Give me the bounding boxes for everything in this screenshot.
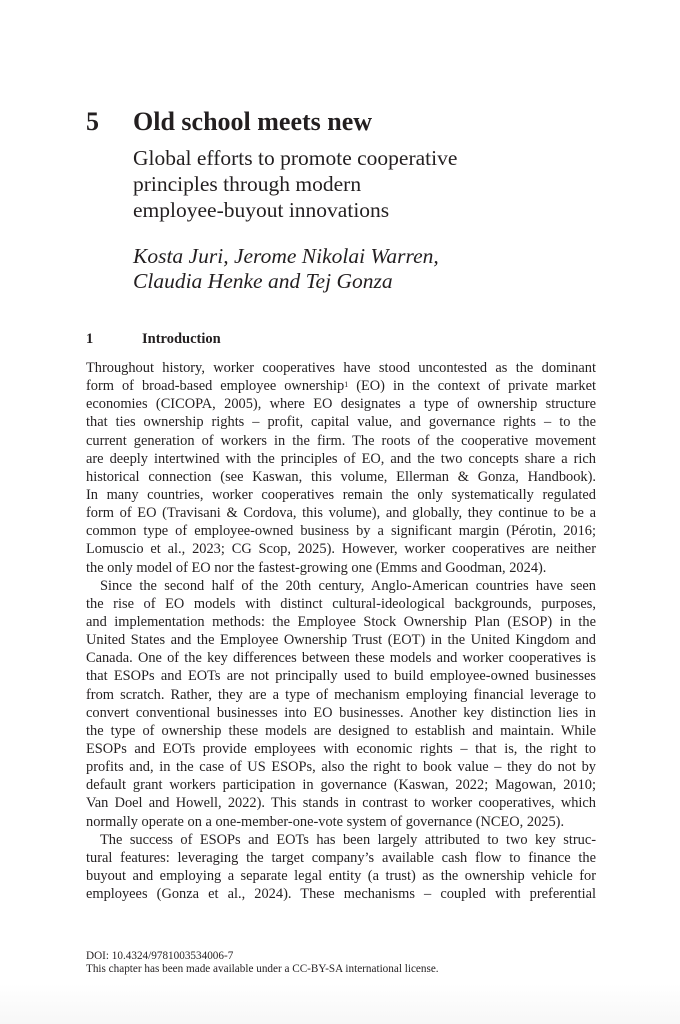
- license-text: This chapter has been made available under a CC-BY-SA international license.: [86, 962, 439, 975]
- text-line: The success of ESOPs and EOTs has been largely attributed to two key struc-: [100, 831, 596, 848]
- text-line: Canada. One of the key differences between these models and worker cooperatives is: [86, 650, 596, 667]
- text-line: Throughout history, worker cooperatives have stood uncontested as the dominant: [86, 360, 596, 376]
- text-line: [86, 377, 596, 395]
- text-line: employees (Gonza et al., 2024). These mechanisms – coupled with preferential: [86, 886, 596, 903]
- author-line: Claudia Henke and Tej Gonza: [133, 269, 393, 293]
- text-line: are deeply intertwined with the principles of EO, and the two concepts share a rich: [86, 450, 596, 467]
- body-text: [86, 359, 596, 903]
- page-bottom-shadow: [0, 984, 680, 1024]
- text-line: convert conventional businesses into EO businesses. Another key distinction lies in: [86, 704, 596, 721]
- text-segment: form of broad-based employee ownership: [86, 378, 345, 395]
- text-line: historical connection (see Kaswan, this volume, Ellerman & Gonza, Handbook).: [86, 468, 596, 485]
- text-line: common type of employee-owned business by a significant margin (Pérotin, 2016;: [86, 523, 596, 540]
- text-line: from scratch. Rather, they are a type of mechanism employing financial leverage to: [86, 686, 596, 703]
- text-line: tural features: leveraging the target company’s available cash flow to finance the: [86, 849, 596, 866]
- section-title: Introduction: [142, 331, 221, 347]
- text-line: normally operate on a one-member-one-vote system of governance (NCEO, 2025).: [86, 813, 565, 830]
- text-line: profits and, in the case of US ESOPs, also the right to book value – they do not by: [86, 759, 596, 776]
- text-line: economies (CICOPA, 2005), where EO designates a type of ownership structure: [86, 396, 596, 413]
- chapter-subtitle: [133, 145, 533, 223]
- subtitle-line: employee-buyout innovations: [133, 198, 390, 222]
- text-line: the rise of EO models with distinct cultural-ideological backgrounds, purposes,: [86, 595, 596, 612]
- doi-text[interactable]: DOI: 10.4324/9781003534006-7: [86, 950, 234, 962]
- page-footer: [86, 950, 439, 975]
- text-line: buyout and employing a separate legal entity (a trust) as the ownership vehicle for: [86, 867, 596, 884]
- text-line: United States and the Employee Ownership Trust (EOT) in the United Kingdom and: [86, 632, 596, 649]
- author-line: Kosta Juri, Jerome Nikolai Warren,: [133, 244, 439, 268]
- text-line: In many countries, worker cooperatives remain the only systematically regulated: [86, 486, 596, 503]
- subtitle-line: principles through modern: [133, 172, 362, 196]
- text-line: Van Doel and Howell, 2022). This stands in contrast to worker cooperatives, which: [86, 795, 596, 812]
- text-line: ESOPs and EOTs provide employees with economic rights – that is, the right to: [86, 740, 596, 757]
- text-line: form of EO (Travisani & Cordova, this volume), and globally, they continue to be a: [86, 505, 596, 522]
- text-line: the type of ownership these models are designed to establish and maintain. While: [86, 722, 596, 739]
- chapter-title: Old school meets new: [133, 107, 373, 136]
- chapter-authors: [133, 244, 439, 294]
- footnote-marker[interactable]: 1: [344, 380, 349, 390]
- text-line: Since the second half of the 20th century, Anglo-American countries have seen: [100, 577, 596, 594]
- section-heading: [86, 330, 221, 348]
- text-segment: (EO) in the context of private market: [348, 378, 596, 395]
- section-number: 1: [86, 331, 94, 347]
- subtitle-line: Global efforts to promote cooperative: [133, 146, 458, 170]
- text-line: Lomuscio et al., 2023; CG Scop, 2025). However, worker cooperatives are neither: [86, 541, 596, 558]
- text-line: that ties ownership rights – profit, capital value, and governance rights – to the: [86, 414, 596, 431]
- text-line: and implementation methods: the Employee Stock Ownership Plan (ESOP) in the: [86, 613, 596, 630]
- text-line: the only model of EO nor the fastest-growing one (Emms and Goodman, 2024).: [86, 559, 547, 576]
- text-line: default grant workers participation in governance (Kaswan, 2022; Magowan, 2010;: [86, 777, 596, 794]
- chapter-number: 5: [86, 107, 99, 136]
- text-line: current generation of workers in the firm. The roots of the cooperative movement: [86, 432, 596, 449]
- text-line: that ESOPs and EOTs are not principally used to build employee-owned businesses: [86, 668, 596, 685]
